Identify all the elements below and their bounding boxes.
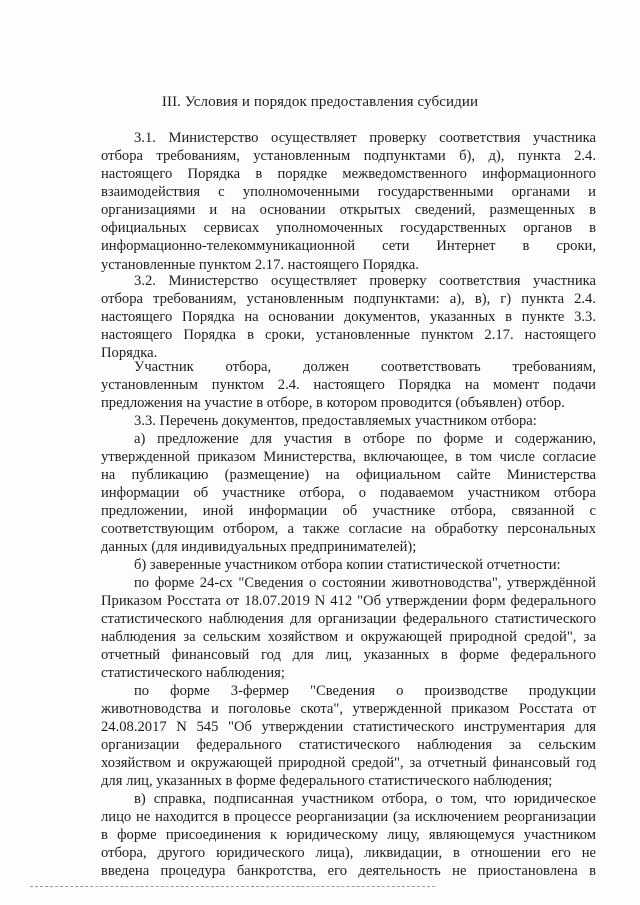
text-line: в) справка, подписанная участником отбора, о том, что юридическое bbox=[134, 791, 596, 807]
text-line: в форме присоединения к юридическому лицу, являющемуся участником bbox=[101, 827, 596, 843]
text-line: предложении, иной информации об участнике отбора, связанной с bbox=[101, 503, 596, 519]
text-line: по форме 3-фермер "Сведения о производстве продукции bbox=[134, 683, 596, 699]
text-line: 3.3. Перечень документов, предоставляемых участником отбора: bbox=[134, 413, 537, 429]
text-line: введена процедура банкротства, его деятельность не приостановлена в bbox=[101, 863, 596, 879]
footer-divider bbox=[30, 886, 435, 887]
text-line: установленным пунктом 2.4. настоящего Порядка на момент подачи bbox=[101, 377, 596, 393]
text-line: данных (для индивидуальных предпринимателей); bbox=[101, 539, 417, 555]
text-line: организации федерального статистического наблюдения за сельским bbox=[101, 737, 596, 753]
text-line: установленные пунктом 2.17. настоящего Порядка. bbox=[101, 257, 419, 273]
text-line: 24.08.2017 N 545 "Об утверждении статистического инструментария для bbox=[101, 719, 596, 735]
text-line: лицо не находится в процессе реорганизации (за исключением реорганизации bbox=[101, 809, 596, 825]
text-line: настоящего Порядка в порядке межведомственного информационного bbox=[101, 166, 596, 182]
text-line: отбора, другого юридического лица), ликвидации, в отношении его не bbox=[101, 845, 596, 861]
text-line: отбора требованиям, установленным подпунктами: а), в), г) пункта 2.4. bbox=[101, 291, 596, 307]
text-line: информации об участнике отбора, о подаваемом участником отбора bbox=[101, 485, 596, 501]
text-line: информационно-телекоммуникационной сети Интернет в сроки, bbox=[101, 238, 596, 254]
text-line: взаимодействия с уполномоченными государственными органами и bbox=[101, 184, 596, 200]
text-line: предложения на участие в отборе, в котором проводится (объявлен) отбор. bbox=[101, 395, 565, 411]
text-line: Участник отбора, должен соответствовать требованиям, bbox=[134, 359, 596, 375]
text-line: для лиц, указанных в форме федерального статистического наблюдения; bbox=[101, 773, 553, 789]
text-line: а) предложение для участия в отборе по форме и содержанию, bbox=[134, 431, 596, 447]
text-line: настоящего Порядка в сроки, установленные пунктом 2.17. настоящего bbox=[101, 327, 596, 343]
text-line: по форме 24-сх "Сведения о состоянии животноводства", утверждённой bbox=[134, 575, 596, 591]
text-line: наблюдения за сельским хозяйством и окружающей природной средой", за bbox=[101, 629, 596, 645]
text-line: отбора требованиям, установленным подпунктами б), д), пункта 2.4. bbox=[101, 148, 596, 164]
text-line: 3.2. Министерство осуществляет проверку соответствия участника bbox=[134, 273, 596, 289]
text-line: на публикацию (размещение) на официальном сайте Министерства bbox=[101, 467, 596, 483]
text-line: утвержденной приказом Министерства, включающее, в том числе согласие bbox=[101, 449, 596, 465]
text-line: статистического наблюдения для организации федерального статистического bbox=[101, 611, 596, 627]
text-line: организациями и на основании открытых сведений, размещенных в bbox=[101, 202, 596, 218]
text-line: животноводства и поголовье скота", утвержденной приказом Росстата от bbox=[101, 701, 596, 717]
text-line: статистического наблюдения; bbox=[101, 665, 285, 681]
text-line: настоящего Порядка на основании документов, указанных в пункте 3.3. bbox=[101, 309, 596, 325]
text-line: соответствующим отбором, а также согласие на обработку персональных bbox=[101, 521, 596, 537]
text-line: Порядка. bbox=[101, 345, 158, 361]
text-line: б) заверенные участником отбора копии статистической отчетности: bbox=[134, 557, 561, 573]
text-line: Приказом Росстата от 18.07.2019 N 412 "Об утверждении форм федерального bbox=[101, 593, 596, 609]
text-line: официальных сервисах уполномоченных государственных органов в bbox=[101, 220, 596, 236]
text-line: хозяйством и окружающей природной средой", за отчетный финансовый год bbox=[101, 755, 596, 771]
text-line: 3.1. Министерство осуществляет проверку соответствия участника bbox=[134, 130, 596, 146]
section-heading: III. Условия и порядок предоставления субсидии bbox=[161, 94, 479, 110]
text-line: отчетный финансовый год для лиц, указанных в форме федерального bbox=[101, 647, 596, 663]
